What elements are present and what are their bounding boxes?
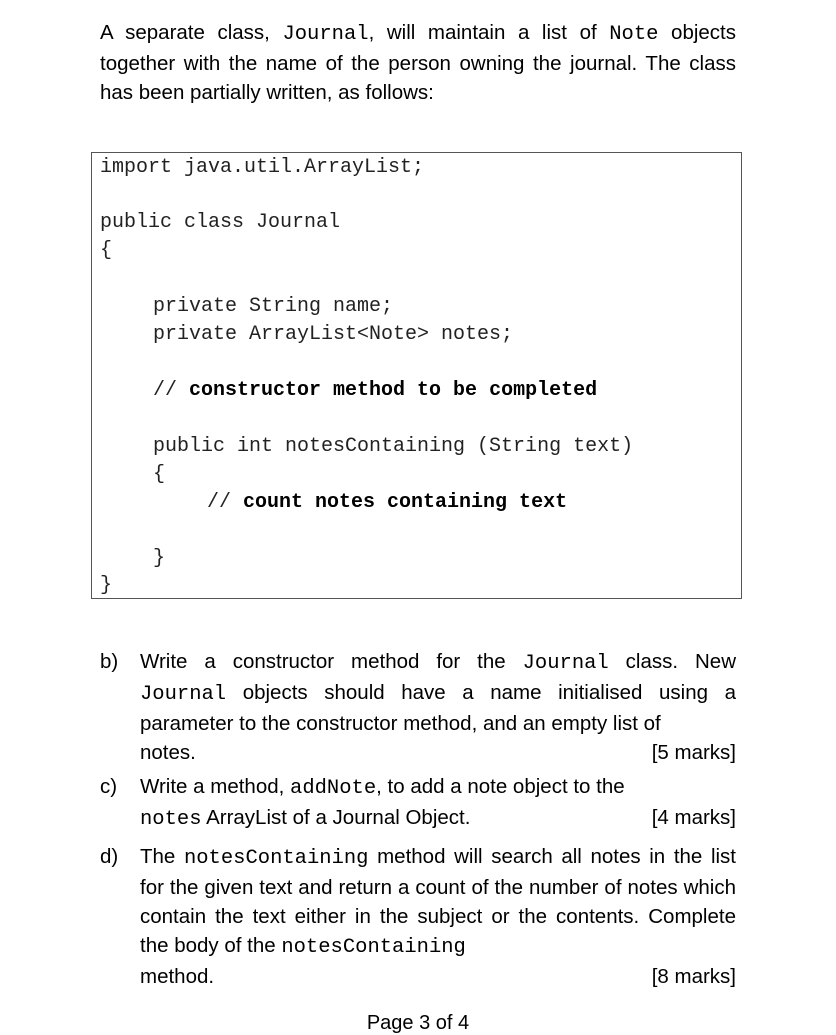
code-listing (91, 152, 742, 599)
question-c (100, 772, 736, 834)
comment-slashes: // (207, 491, 244, 514)
code-method-addnote: addNote (290, 777, 377, 800)
text: notes. (140, 741, 196, 764)
question-last-line (140, 738, 736, 767)
marks-label: [5 marks] (651, 741, 736, 764)
text: objects should have a name initialised using a parameter to the constructor method, and an empty list of (140, 681, 736, 735)
comment-slashes: // (153, 379, 190, 402)
text (140, 803, 470, 834)
code-class-note: Note (609, 23, 659, 46)
question-last-line (140, 962, 736, 991)
question-text (140, 772, 736, 803)
text: Write a constructor method for the (140, 650, 523, 673)
code-line-method-decl: public int notesContaining (String text) (153, 435, 634, 458)
question-b (100, 647, 736, 767)
code-field-notes: notes (140, 808, 202, 831)
code-line-import: import java.util.ArrayList; (100, 156, 425, 179)
code-line-class-decl: public class Journal (100, 211, 341, 234)
text: class. New (608, 650, 736, 673)
intro-paragraph (100, 18, 736, 107)
code-method-notescontaining: notesContaining (183, 847, 369, 870)
question-last-line (140, 803, 736, 834)
code-line-open-brace: { (100, 239, 113, 262)
question-d (100, 842, 736, 991)
question-letter: c) (100, 775, 118, 798)
question-letter: b) (100, 650, 119, 673)
code-line-class-close-brace: } (100, 574, 113, 597)
code-line-field-notes: private ArrayList<Note> notes; (153, 323, 514, 346)
question-letter: d) (100, 845, 119, 868)
comment-text: constructor method to be completed (189, 379, 598, 402)
text: ArrayList of a Journal Object. (201, 806, 471, 829)
question-text (140, 647, 736, 738)
code-class-journal: Journal (140, 683, 227, 706)
code-line-field-name: private String name; (153, 295, 394, 318)
intro-text: objects together with the name of the person owning the journal. The class has been partially written, as follows: (100, 21, 736, 104)
text: , to add a note object to the (376, 775, 625, 798)
question-text (140, 842, 736, 962)
page-number: Page 3 of 4 (366, 1012, 470, 1034)
text: method will search all notes in the list for the given text and return a count of the number of notes which contain the text either in the subject or the contents. Complete the body of the (140, 845, 736, 957)
text: method. (140, 965, 215, 988)
intro-text: , will maintain a list of (368, 21, 610, 44)
intro-text: A separate class, (100, 21, 283, 44)
text: The (140, 845, 184, 868)
comment-text: count notes containing text (243, 491, 568, 514)
code-method-notescontaining: notesContaining (281, 936, 466, 959)
code-line-comment-count (207, 491, 567, 515)
code-class-journal: Journal (522, 652, 609, 675)
question-body (140, 772, 736, 834)
code-line-comment-constructor (153, 379, 597, 403)
code-class-journal: Journal (282, 23, 369, 46)
code-line-method-close-brace: } (153, 547, 166, 570)
question-body (140, 842, 736, 991)
marks-label: [4 marks] (651, 806, 736, 829)
text: Write a method, (140, 775, 291, 798)
question-body (140, 647, 736, 767)
marks-label: [8 marks] (651, 965, 736, 988)
code-line-method-open-brace: { (153, 463, 166, 486)
